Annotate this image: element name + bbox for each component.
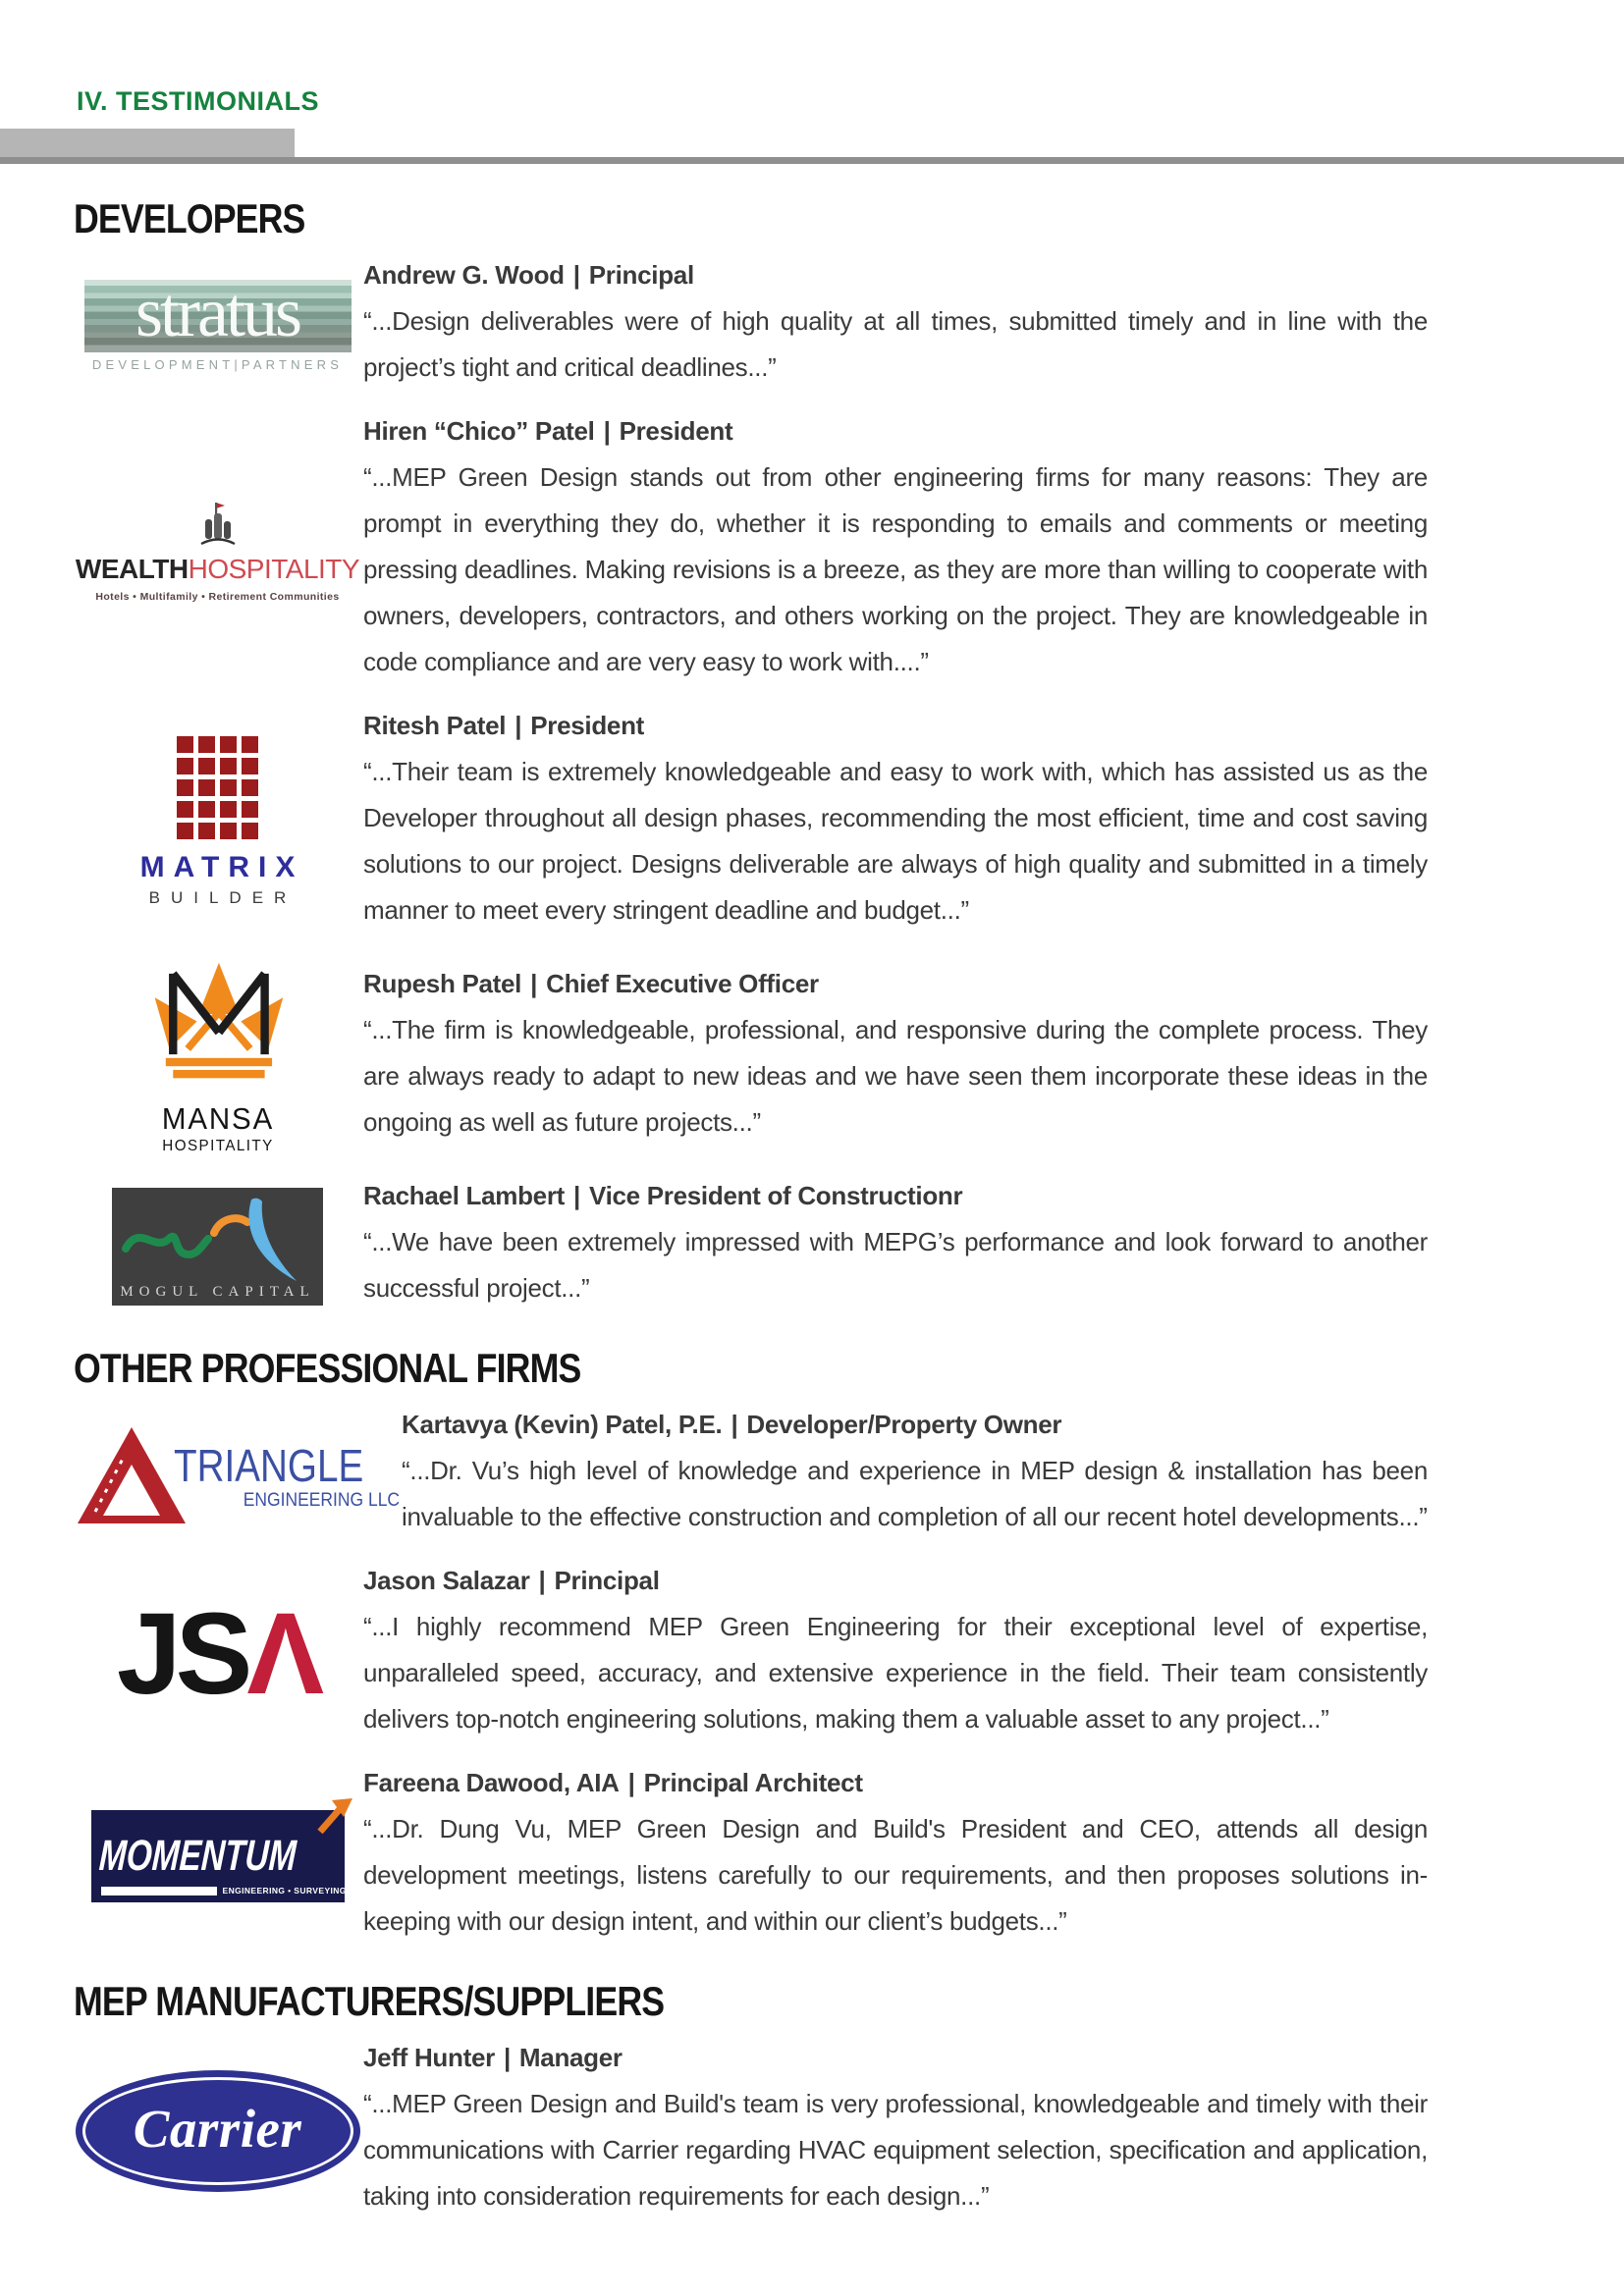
- header-rule: [0, 129, 1624, 172]
- testimonial-quote: “...MEP Green Design and Build's team is very professional, knowledgeable and timely with their communications with Carrier regarding HVAC equipment selection, specification and application, taking into consideration requirements for each design...”: [363, 2089, 1428, 2211]
- person-name: Andrew G. Wood: [363, 260, 565, 290]
- testimonial-attribution: [363, 2043, 1428, 2073]
- crown-icon: [139, 959, 297, 1096]
- section-heading-developers: DEVELOPERS: [74, 195, 305, 241]
- person-title: Principal Architect: [643, 1768, 863, 1797]
- triangle-wordmark: TRIANGLE: [174, 1439, 364, 1491]
- testimonial-attribution: [363, 711, 1428, 741]
- person-name: Rupesh Patel: [363, 969, 522, 998]
- carrier-logo: [76, 2070, 360, 2192]
- logo-carrier-brand: [74, 2070, 361, 2192]
- attribution-separator: |: [731, 1410, 738, 1439]
- testimonial-quote: “...Their team is extremely knowledgeable and easy to work with, which has assisted us as the Developer throughout all design phases, recommending the most efficient, time and cost saving solutions to our project. Designs deliverable are always of high quality and submitted in a timely manner to meet every stringent deadline and budget...”: [363, 757, 1428, 925]
- momentum-footer: [101, 1886, 347, 1896]
- arrow-icon: [313, 1798, 354, 1836]
- testimonial-attribution: [402, 1410, 1428, 1440]
- testimonial-row-mogul: [74, 1181, 1428, 1311]
- momentum-wordmark: MOMENTUM: [97, 1832, 298, 1880]
- logo-momentum-firm: [74, 1810, 361, 1902]
- testimonial-text: [361, 260, 1428, 391]
- triangle-subtext: ENGINEERING LLC: [243, 1489, 401, 1511]
- mansa-wordmark: MANSA: [161, 1101, 274, 1136]
- hospitality-word: HOSPITALITY: [188, 553, 360, 584]
- testimonial-quote: “...The firm is knowledgeable, professional, and responsive during the complete process. They are always ready to adapt to new ideas and we have seen them incorporate these ideas in the ongoing as well as future projects...”: [363, 1015, 1428, 1137]
- triangle-wordmark-block: [174, 1439, 400, 1512]
- testimonial-attribution: [363, 1768, 1428, 1798]
- mogul-logo: [112, 1188, 323, 1306]
- matrix-grid-icon: [177, 736, 258, 839]
- testimonial-text: [361, 969, 1428, 1146]
- testimonial-quote: “...Dr. Dung Vu, MEP Green Design and Build's President and CEO, attends all design development meetings, listens carefully to our requirements, and then proposes solutions in-keeping with our design intent, and within our client’s budgets...”: [363, 1814, 1428, 1936]
- page-section-label: IV. TESTIMONIALS: [77, 86, 320, 116]
- building-icon: [192, 500, 244, 549]
- stratus-logo: [84, 272, 352, 372]
- testimonial-row-triangle: [74, 1410, 1428, 1540]
- testimonial-text: [400, 1410, 1428, 1540]
- wealth-tagline: Hotels • Multifamily • Retirement Communities: [95, 590, 340, 603]
- matrix-wordmark: MATRIX: [139, 851, 304, 883]
- testimonial-attribution: [363, 260, 1428, 291]
- testimonial-row-momentum: [74, 1768, 1428, 1945]
- wealth-wordmark: [76, 554, 359, 585]
- testimonial-text: [361, 2043, 1428, 2219]
- header-rule-line: [0, 157, 1624, 164]
- person-title: Manager: [518, 2043, 623, 2072]
- page-content: [0, 172, 1624, 2284]
- person-title: Principal: [554, 1566, 660, 1595]
- attribution-separator: |: [572, 260, 580, 290]
- triangle-icon: [74, 1423, 189, 1527]
- testimonial-row-matrix: [74, 711, 1428, 934]
- logo-jsa-firm: [74, 1588, 361, 1719]
- testimonial-row-stratus: [74, 260, 1428, 391]
- person-name: Fareena Dawood, AIA: [363, 1768, 620, 1797]
- page-header: [0, 0, 1624, 172]
- person-name: Ritesh Patel: [363, 711, 507, 740]
- stratus-wordmark: stratus: [135, 272, 299, 351]
- jsa-a-letter: Λ: [246, 1588, 319, 1719]
- section-heading-other-professional-firms: OTHER PROFESSIONAL FIRMS: [74, 1345, 581, 1391]
- triangle-logo: [74, 1423, 400, 1527]
- testimonial-attribution: [363, 969, 1428, 999]
- momentum-subtext: ENGINEERING • SURVEYING: [222, 1886, 347, 1896]
- testimonial-row-carrier: [74, 2043, 1428, 2219]
- testimonial-quote: “...I highly recommend MEP Green Engineering for their exceptional level of expertise, unparalleled speed, accuracy, and extensive experience in the field. Their team consistently delivers top-notch engineering solutions, making them a valuable asset to any project...”: [363, 1612, 1428, 1734]
- testimonial-quote: “...Design deliverables were of high quality at all times, submitted timely and in line with the project’s tight and critical deadlines...”: [363, 306, 1428, 382]
- wealth-word: WEALTH: [75, 553, 189, 584]
- mansa-subtext: HOSPITALITY: [161, 1138, 274, 1154]
- wealth-logo: [76, 500, 359, 603]
- person-title: Vice President of Constructionr: [589, 1181, 963, 1210]
- testimonial-attribution: [363, 1181, 1428, 1211]
- testimonial-quote: “...MEP Green Design stands out from other engineering firms for many reasons: They are prompt in everything they do, whether it is responding to emails and comments or meeting pressing deadlines. Making revisions is a breeze, as they are more than willing to cooperate with owners, developers, contractors, and others working on the project. They are knowledgeable in code compliance and are very easy to work with....”: [363, 462, 1428, 676]
- momentum-bar: [101, 1887, 217, 1896]
- testimonial-text: [361, 1566, 1428, 1742]
- carrier-wordmark: Carrier: [133, 2098, 302, 2159]
- person-name: Jason Salazar: [363, 1566, 530, 1595]
- person-title: Chief Executive Officer: [546, 969, 819, 998]
- matrix-logo: [139, 736, 304, 908]
- stratus-stripes-graphic: [84, 272, 352, 352]
- logo-wealth-hospitality: [74, 500, 361, 603]
- attribution-separator: |: [503, 2043, 511, 2072]
- testimonial-text: [361, 1768, 1428, 1945]
- testimonial-text: [361, 416, 1428, 685]
- person-title: Developer/Property Owner: [746, 1410, 1062, 1439]
- testimonial-text: [361, 1181, 1428, 1311]
- section-heading-mep-manufacturers-suppliers: MEP MANUFACTURERS/SUPPLIERS: [74, 1978, 665, 2024]
- attribution-separator: |: [514, 711, 522, 740]
- jsa-js-letters: JS: [116, 1588, 247, 1719]
- attribution-separator: |: [530, 969, 538, 998]
- testimonial-text: [361, 711, 1428, 934]
- jsa-wordmark: [116, 1588, 319, 1719]
- mansa-logo: [139, 959, 297, 1155]
- logo-matrix-builder: [74, 736, 361, 908]
- testimonial-row-mansa: [74, 959, 1428, 1155]
- attribution-separator: |: [627, 1768, 635, 1797]
- person-name: Jeff Hunter: [363, 2043, 495, 2072]
- attribution-separator: |: [603, 416, 611, 446]
- person-name: Hiren “Chico” Patel: [363, 416, 595, 446]
- logo-mansa-hospitality: [74, 959, 361, 1155]
- person-title: President: [619, 416, 733, 446]
- mogul-caption: MOGUL CAPITAL: [120, 1283, 315, 1300]
- testimonial-attribution: [363, 416, 1428, 447]
- attribution-separator: |: [538, 1566, 546, 1595]
- momentum-logo: [91, 1810, 345, 1902]
- testimonial-quote: “...We have been extremely impressed with MEPG’s performance and look forward to another successful project...”: [363, 1227, 1428, 1303]
- testimonial-quote: “...Dr. Vu’s high level of knowledge and experience in MEP design & installation has been invaluable to the effective construction and completion of all our recent hotel developments...”: [402, 1456, 1428, 1531]
- logo-stratus: [74, 272, 361, 372]
- person-title: President: [530, 711, 645, 740]
- testimonial-row-wealth: [74, 416, 1428, 685]
- stratus-subtext: DEVELOPMENT|PARTNERS: [91, 356, 344, 372]
- logo-triangle-engineering: [74, 1423, 400, 1527]
- testimonial-attribution: [363, 1566, 1428, 1596]
- person-name: Kartavya (Kevin) Patel, P.E.: [402, 1410, 723, 1439]
- builder-wordmark: BUILDER: [148, 888, 298, 907]
- person-title: Principal: [588, 260, 694, 290]
- testimonial-row-jsa: [74, 1566, 1428, 1742]
- logo-mogul-capital: [74, 1188, 361, 1306]
- attribution-separator: |: [573, 1181, 581, 1210]
- person-name: Rachael Lambert: [363, 1181, 566, 1210]
